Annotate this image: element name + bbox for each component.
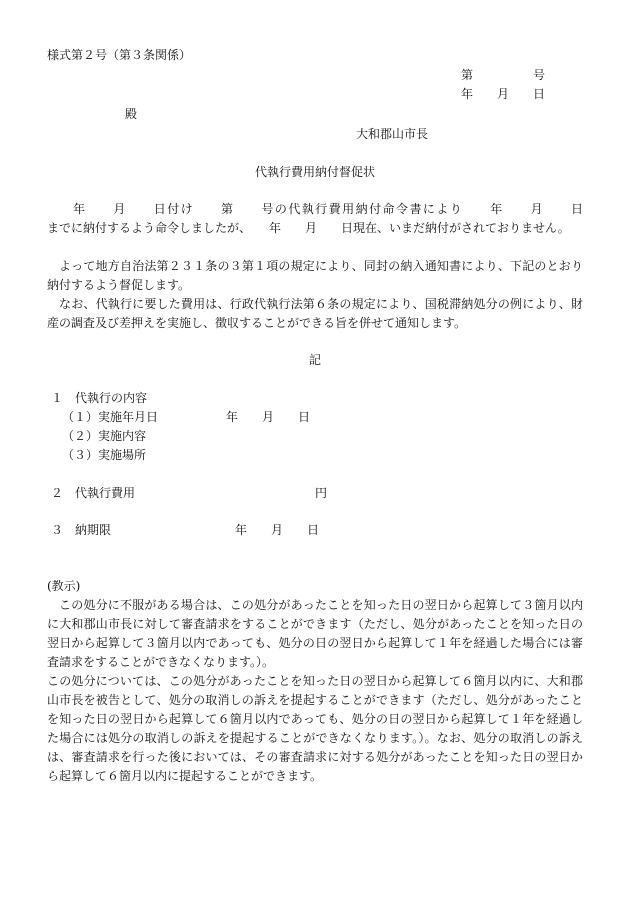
- item-2-unit: 円: [315, 486, 328, 500]
- item-2-label: ２ 代執行費用: [51, 486, 136, 500]
- document-title: 代執行費用納付督促状: [254, 165, 375, 179]
- item-1-3-label: （３）実施場所: [62, 448, 147, 462]
- notice-paragraph-1: この処分に不服がある場合は、この処分があったことを知った日の翌日から起算して３箇月以内に大和郡山市長に対して審査請求をすることができます（ただし、処分があったことを知った日の翌日から起算して３箇月以内であっても、処分の日の翌日から起算して１年を経過した場合には審査請求をすることができなくなります。）。: [47, 598, 583, 669]
- document-date: 年 月 日: [461, 87, 546, 101]
- notice-heading: (教示): [47, 579, 81, 593]
- item-1-1-value: 年 月 日: [226, 410, 311, 424]
- body-paragraph-3: なお、代執行に要した費用は、行政代執行法第６条の規定により、国税滞納処分の例により、財産の調査及び差押えを実施し、徴収することができる旨を併せて通知します。: [47, 297, 583, 330]
- notice-paragraph-2: この処分については、この処分があったことを知った日の翌日から起算して６箇月以内に、大和郡山市長を被告として、処分の取消しの訴えを提起することができます（ただし、処分があったことを知った日の翌日から起算して６箇月以内であっても、処分の日の翌日から起算して１年を経過した場合には処分の取消しの訴えを提起することができなくなります。）。なお、処分の取消しの訴えは、審査請求を行った後においては、その審査請求に対する処分があったことを知った日の翌日から起算して６箇月以内に提起することができます。: [47, 674, 583, 783]
- addressee-suffix: 殿: [125, 107, 138, 121]
- ki-heading: 記: [308, 353, 321, 367]
- item-1-1-label: （１）実施年月日: [62, 410, 159, 424]
- item-3-value: 年 月 日: [235, 523, 320, 537]
- sender-name: 大和郡山市長: [356, 127, 429, 141]
- item-1-2-label: （２）実施内容: [62, 429, 147, 443]
- form-number: 様式第２号（第３条関係）: [47, 48, 192, 62]
- document-number: 第 号: [461, 68, 546, 82]
- item-3-label: ３ 納期限: [51, 523, 112, 537]
- item-1-heading: １ 代執行の内容: [51, 391, 148, 405]
- body-paragraph-1-rest: までに納付するよう命令しましたが、 年 月 日現在、いまだ納付がされておりません。: [47, 221, 570, 235]
- body-paragraph-2: よって地方自治法第２３１条の３第１項の規定により、同封の納入通知書により、下記のとおり納付するよう督促します。: [47, 259, 583, 292]
- body-paragraph-1-first-line: 年 月 日付け 第 号の代執行費用納付命令書により 年 月 日: [73, 202, 583, 216]
